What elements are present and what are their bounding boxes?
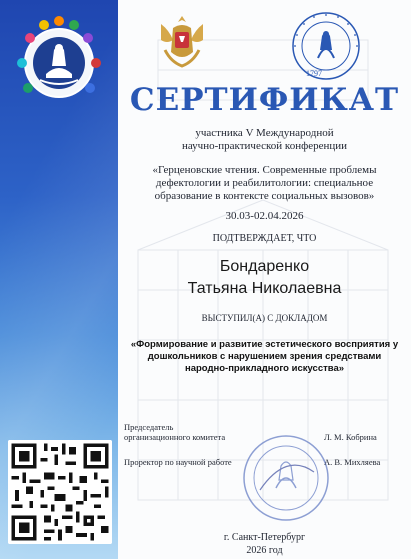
conference-logo-icon <box>10 14 108 112</box>
report-title-line-2: дошкольников с нарушением зрения средствами <box>147 351 382 362</box>
footer-year: 2026 год <box>246 545 283 556</box>
certificate-title: СЕРТИФИКАТ <box>129 82 400 118</box>
report-title-line-1: «Формирование и развитие эстетического восприятия у <box>130 339 399 350</box>
conference-name-line-1: «Герценовские чтения. Современные проблемы <box>152 164 377 176</box>
conference-dates: 30.03-02.04.2026 <box>225 210 304 222</box>
recipient-given-names: Татьяна Николаевна <box>187 280 342 297</box>
chair-role-line-1: Председатель <box>124 422 174 432</box>
prorector-name: А. В. Михляева <box>324 457 381 467</box>
official-stamp-icon <box>240 432 332 524</box>
university-seal-icon <box>290 10 362 82</box>
conference-name-line-2: дефектологии и реабилитологии: специальное <box>155 177 374 189</box>
footer-city: г. Санкт-Петербург <box>223 532 306 543</box>
participant-line: участника V Международной <box>195 127 334 139</box>
conference-type-line: научно-практической конференции <box>181 140 348 152</box>
prorector-role: Проректор по научной работе <box>124 457 232 467</box>
conference-name-line-3: образование в контексте социальных вызовов» <box>154 190 375 202</box>
presented-label: ВЫСТУПИЛ(А) С ДОКЛАДОМ <box>201 313 328 323</box>
report-title-line-3: народно-прикладного искусства» <box>184 363 345 374</box>
chair-name: Л. М. Кобрина <box>324 432 377 442</box>
chair-role-line-2: организационного комитета <box>124 432 226 442</box>
state-emblem-icon <box>155 10 209 72</box>
seal-year: 1797 <box>306 69 322 78</box>
confirms-label: ПОДТВЕРЖДАЕТ, ЧТО <box>212 233 317 244</box>
recipient-surname: Бондаренко <box>219 258 310 275</box>
qr-code-icon[interactable] <box>8 440 112 544</box>
